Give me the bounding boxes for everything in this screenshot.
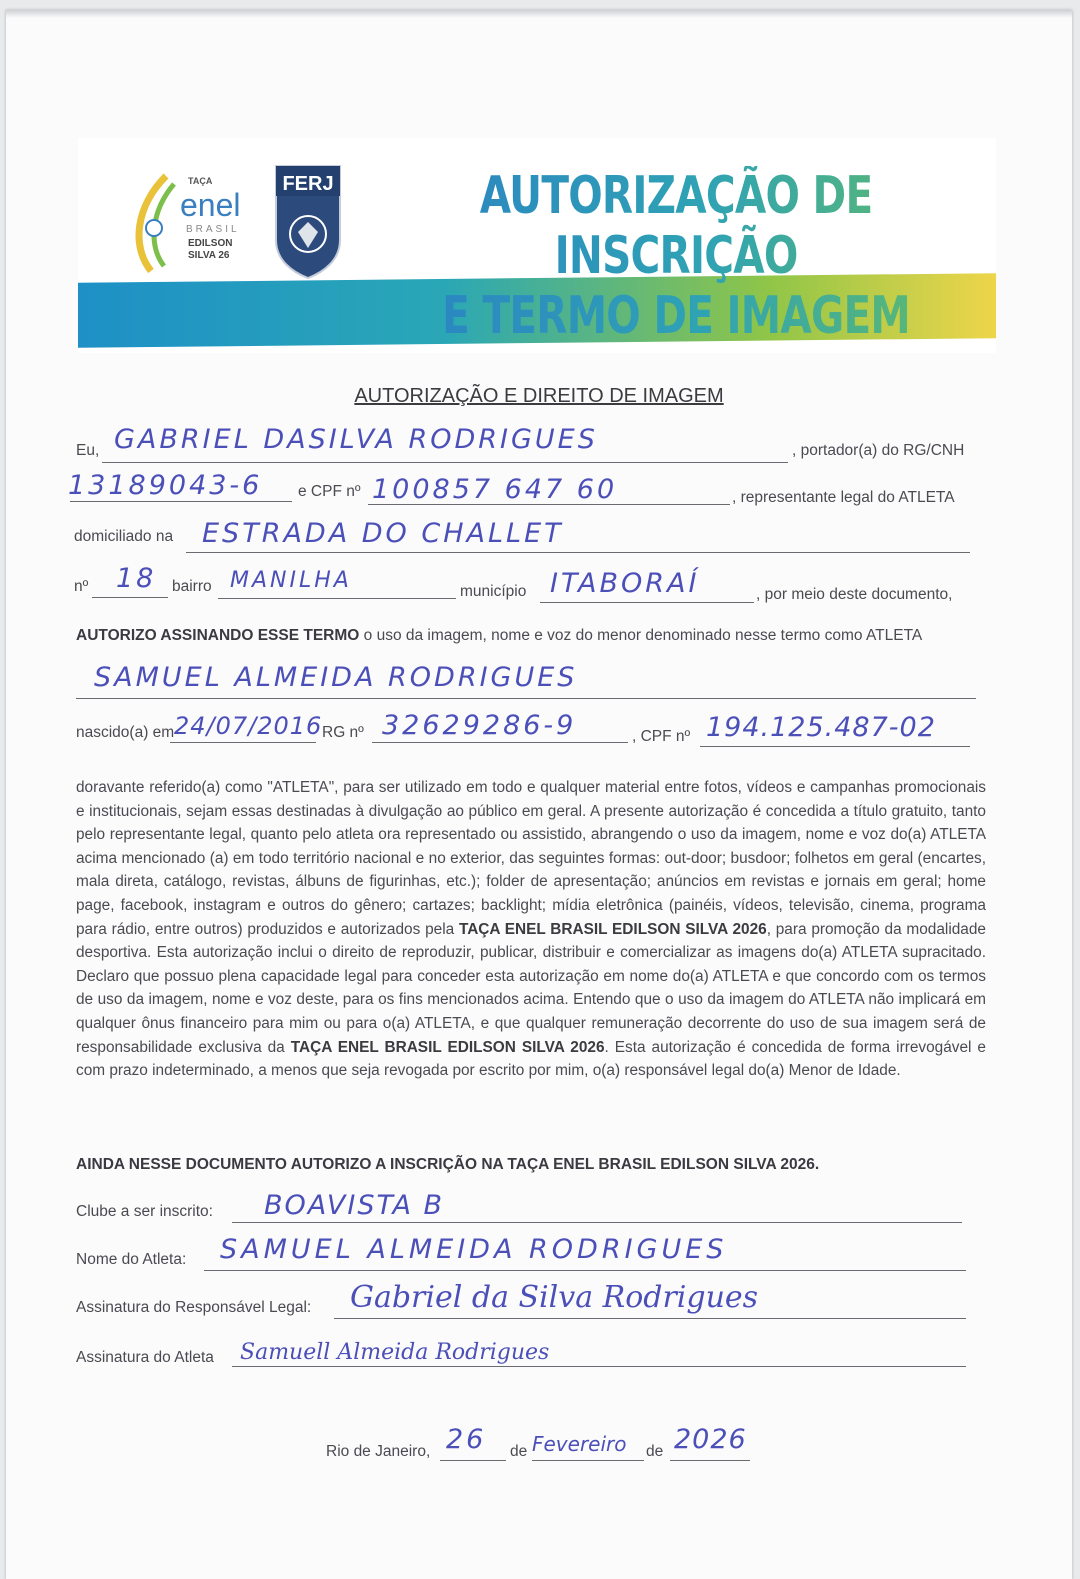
municipio-field-line[interactable] bbox=[540, 602, 754, 603]
cpf-label: e CPF nº bbox=[298, 483, 361, 500]
page-shadow bbox=[6, 10, 1072, 18]
clube-label: Clube a ser inscrito: bbox=[76, 1203, 213, 1220]
date-year-value: 2026 bbox=[674, 1424, 747, 1455]
date-day-line[interactable] bbox=[440, 1460, 506, 1461]
bairro-value: MANILHA bbox=[230, 568, 352, 593]
nome-value: SAMUEL ALMEIDA RODRIGUES bbox=[220, 1234, 728, 1265]
autorizo-rest: o uso da imagem, nome e voz do menor denominado nesse termo como ATLETA bbox=[359, 627, 923, 644]
terms-bold2: TAÇA ENEL BRASIL EDILSON SILVA 2026 bbox=[290, 1038, 605, 1056]
rg2-label: RG nº bbox=[322, 724, 364, 741]
ferj-shield-logo bbox=[272, 162, 344, 282]
header-banner bbox=[78, 138, 996, 353]
bairro-label: bairro bbox=[172, 578, 212, 595]
ferj-text: FERJ bbox=[282, 173, 334, 195]
date-de1-label: de bbox=[510, 1443, 528, 1460]
assinatura-atleta-field-line[interactable] bbox=[232, 1366, 966, 1367]
rg2-field-line[interactable] bbox=[372, 742, 628, 743]
banner-title-line1: AUTORIZAÇÃO DE INSCRIÇÃO bbox=[368, 166, 984, 286]
atleta-value: SAMUEL ALMEIDA RODRIGUES bbox=[94, 662, 578, 693]
assinatura-atleta-value: Samuell Almeida Rodrigues bbox=[240, 1340, 550, 1365]
logo-taca-text: TAÇA bbox=[188, 176, 213, 186]
assinatura-resp-value: Gabriel da Silva Rodrigues bbox=[350, 1280, 759, 1315]
atleta-field-line[interactable] bbox=[76, 698, 976, 699]
logo-enel-text: enel bbox=[180, 187, 241, 223]
logo-silva-text: SILVA 26 bbox=[188, 250, 230, 261]
assinatura-atleta-label: Assinatura do Atleta bbox=[76, 1349, 214, 1366]
municipio-value: ITABORAÍ bbox=[550, 568, 700, 599]
por-meio-label: , por meio deste documento, bbox=[756, 586, 953, 603]
eu-label: Eu, bbox=[76, 442, 100, 459]
terms-bold1: TAÇA ENEL BRASIL EDILSON SILVA 2026 bbox=[458, 920, 767, 938]
date-month-value: Fevereiro bbox=[532, 1432, 627, 1456]
numero-label: nº bbox=[74, 578, 89, 595]
logo-brasil-text: BRASIL bbox=[186, 224, 240, 235]
inscricao-heading: AINDA NESSE DOCUMENTO AUTORIZO A INSCRIÇÃO NA TAÇA ENEL BRASIL EDILSON SILVA 2026. bbox=[76, 1156, 820, 1173]
rg-value: 13189043-6 bbox=[68, 470, 263, 501]
terms-paragraph bbox=[76, 776, 986, 1083]
date-month-line[interactable] bbox=[532, 1460, 644, 1461]
date-year-line[interactable] bbox=[670, 1460, 750, 1461]
numero-field-line[interactable] bbox=[92, 597, 168, 598]
cpf2-value: 194.125.487-02 bbox=[706, 712, 936, 743]
assinatura-resp-field-line[interactable] bbox=[334, 1318, 966, 1319]
domiciliado-value: ESTRADA DO CHALLET bbox=[202, 518, 564, 549]
date-day-value: 26 bbox=[446, 1424, 487, 1455]
terms-part3: . Esta autorização é concedida de forma irrevogável e com prazo indeterminado, a menos que seja revogada por escrito por mim, o(a) responsável legal do(a) Menor de Idade. bbox=[76, 1038, 986, 1080]
nascido-label: nascido(a) em bbox=[76, 724, 175, 741]
banner-title-line2: E TERMO DE IMAGEM bbox=[368, 286, 984, 346]
eu-value: GABRIEL DASILVA RODRIGUES bbox=[114, 424, 598, 455]
domiciliado-field-line[interactable] bbox=[186, 552, 970, 553]
autorizo-bold: AUTORIZO ASSINANDO ESSE TERMO bbox=[76, 627, 360, 644]
clube-field-line[interactable] bbox=[232, 1222, 962, 1223]
portador-label: , portador(a) do RG/CNH bbox=[792, 442, 965, 459]
bairro-field-line[interactable] bbox=[218, 598, 456, 599]
nascido-field-line[interactable] bbox=[170, 742, 316, 743]
numero-value: 18 bbox=[116, 563, 157, 594]
date-de2-label: de bbox=[646, 1443, 664, 1460]
nome-field-line[interactable] bbox=[204, 1270, 966, 1271]
section-heading: AUTORIZAÇÃO E DIREITO DE IMAGEM bbox=[354, 385, 724, 407]
domiciliado-label: domiciliado na bbox=[74, 528, 174, 545]
banner-title bbox=[368, 166, 984, 346]
eu-field-line[interactable] bbox=[102, 462, 788, 463]
terms-part2: , para promoção da modalidade desportiva. Esta autorização inclui o direito de reproduzir, publicar, distribuir e comercializar as imagens do(a) ATLETA supracitado. Declaro que possuo plena capacidade legal para conceder esta autorização em nome do(a) ATLETA e que concordo com os termos de uso da imagem, nome e voz deste, para os fins mencionados acima. Entendo que o uso da imagem do ATLETA não implicará em qualquer ônus financeiro para mim ou para o(a) ATLETA, e que qualquer remuneração decorrente do uso de sua imagem será de responsabilidade exclusiva da bbox=[76, 920, 986, 1056]
municipio-label: município bbox=[460, 583, 527, 600]
taca-enel-logo bbox=[126, 166, 266, 276]
clube-value: BOAVISTA B bbox=[264, 1190, 445, 1221]
document-sheet bbox=[6, 10, 1072, 1579]
cpf-value: 100857 647 60 bbox=[372, 474, 618, 505]
rg-field-line[interactable] bbox=[70, 501, 292, 502]
representante-label: , representante legal do ATLETA bbox=[732, 489, 955, 506]
autorizo-line bbox=[76, 627, 922, 645]
terms-part1: doravante referido(a) como "ATLETA", para ser utilizado em todo e qualquer material entre fotos, vídeos e campanhas promocionais e institucionais, sejam essas destinadas à divulgação ao público em geral. A presente autorização é concedida a título gratuito, tanto pelo representante legal, quanto pelo atleta ora representado ou assistido, abrangendo o uso da imagem, nome e voz do(a) ATLETA acima mencionado (a) em todo território nacional e no exterior, das seguintes formas: out-door; busdoor; folhetos em geral (encartes, mala direta, catálogo, revistas, álbuns de figurinhas, etc.); folder de apresentação; anúncios em revistas e jornais em geral; home page, facebook, instagram e outros do gênero; cartazes; backlight; mídia eletrônica (painéis, vídeos, televisão, cinema, programa para rádio, entre outros) produzidos e autorizados pela bbox=[76, 779, 986, 938]
cpf2-label: , CPF nº bbox=[632, 728, 691, 745]
assinatura-resp-label: Assinatura do Responsável Legal: bbox=[76, 1299, 312, 1316]
rg2-value: 32629286-9 bbox=[382, 710, 577, 741]
cpf2-field-line[interactable] bbox=[700, 746, 970, 747]
date-city-label: Rio de Janeiro, bbox=[326, 1443, 431, 1460]
logo-edilson-text: EDILSON bbox=[188, 238, 233, 249]
nascido-value: 24/07/2016 bbox=[174, 712, 323, 740]
nome-label: Nome do Atleta: bbox=[76, 1251, 187, 1268]
